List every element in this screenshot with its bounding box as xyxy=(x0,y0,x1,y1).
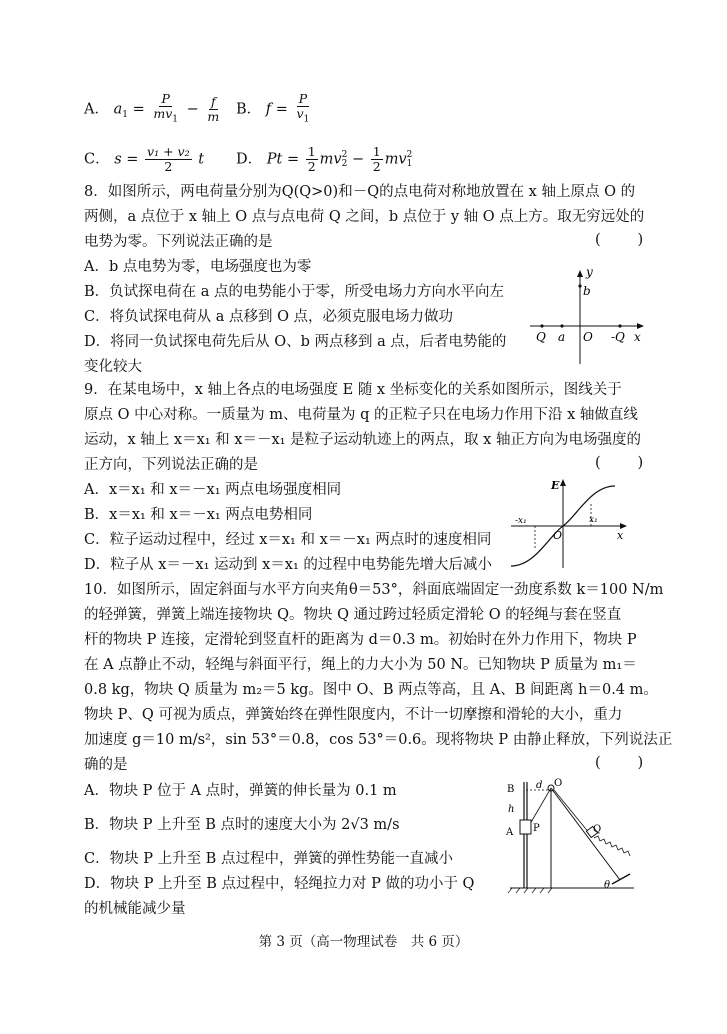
q8-option-c: C．将负试探电荷从 a 点移到 O 点，必须克服电场力做功 xyxy=(84,309,454,325)
q8-answer-bracket: ( ) xyxy=(595,232,644,248)
q10-option-d-line1: D．物块 P 上升至 B 点过程中，轻绳拉力对 P 做的功小于 Q xyxy=(84,876,475,892)
q9-answer-bracket: ( ) xyxy=(595,455,644,471)
q10-stem-line7: 加速度 g＝10 m/s²，sin 53°＝0.8，cos 53°＝0.6。现将物块 P 由静止释放，下列说法正 xyxy=(84,732,673,748)
q9-option-c: C．粒子运动过程中，经过 x＝x₁ 和 x＝－x₁ 两点时的速度相同 xyxy=(84,532,492,548)
q8-point-b-dot xyxy=(578,284,581,287)
q10-label-theta: θ xyxy=(604,880,611,891)
q10-label-b: B xyxy=(507,784,515,795)
q9-label-x: x xyxy=(617,529,624,542)
q8-stem-line1: 8．如图所示，两电荷量分别为Q(Q>0)和－Q的点电荷对称地放置在 x 轴上原点 O 的 xyxy=(84,184,636,200)
q9-label-x1: x₁ xyxy=(589,515,598,525)
q8-option-d-line2: 变化较大 xyxy=(84,359,142,375)
q7-option-c: C． s = $\frac{\text{v₁ + v₂}}{2}$ t xyxy=(84,144,205,174)
q9-option-d: D．粒子从 x＝－x₁ 运动到 x＝x₁ 的过程中电势能先增大后减小 xyxy=(84,557,492,573)
q8-option-d-line1: D．将同一负试探电荷先后从 O、b 两点移到 a 点，后者电势能的 xyxy=(84,334,507,350)
q10-ground-hatch xyxy=(508,888,552,893)
q10-option-c: C．物块 P 上升至 B 点过程中，弹簧的弹性势能一直减小 xyxy=(84,851,453,867)
q8-label-a: a xyxy=(558,330,566,344)
q10-stem-line4: 在 A 点静止不动，轻绳与斜面平行，绳上的力大小为 50 N。已知物块 P 质量为 m₁＝ xyxy=(84,657,637,673)
q10-label-h: h xyxy=(508,804,515,815)
q10-diagram xyxy=(500,778,640,896)
q8-stem-line3: 电势为零。下列说法正确的是 xyxy=(84,234,273,250)
q7-option-b: B． f = $\frac{P}{v_1}$ xyxy=(236,91,310,125)
q10-stem-line2: 的轻弹簧，弹簧上端连接物块 Q。物块 Q 通过跨过轻质定滑轮 O 的轻绳与套在竖直 xyxy=(84,607,622,623)
q7-option-d: D． Pt = $\frac{1}{2}$ mv 2 2 − $\frac{1}{2}$ mv 2 1 xyxy=(236,144,413,174)
q9-diagram xyxy=(505,476,633,572)
q8-label-b: b xyxy=(583,284,591,298)
q8-option-b: B．负试探电荷在 a 点的电势能小于零，所受电场力方向水平向左 xyxy=(84,284,505,300)
q10-label-q: Q xyxy=(593,824,602,835)
q10-incline xyxy=(551,788,620,880)
q10-option-b: B．物块 P 上升至 B 点时的速度大小为 2√3 m/s xyxy=(84,817,400,833)
q9-option-b: B．x＝x₁ 和 x＝－x₁ 两点电势相同 xyxy=(84,507,313,523)
q8-option-a: A．b 点电势为零，电场强度也为零 xyxy=(84,259,312,275)
q10-stem-line1: 10．如图所示，固定斜面与水平方向夹角θ＝53°，斜面底端固定一劲度系数 k＝100 N/m xyxy=(84,582,664,598)
q9-stem-line4: 正方向，下列说法正确的是 xyxy=(84,457,258,473)
q8-label-o: O xyxy=(583,330,593,344)
q10-label-o: O xyxy=(554,778,563,789)
q8-x-arrow xyxy=(637,323,644,329)
page-footer: 第 3 页（高一物理试卷 共 6 页） xyxy=(258,934,469,950)
q10-stem-line6: 物块 P、Q 可视为质点，弹簧始终在弹性限度内，不计一切摩擦和滑轮的大小，重力 xyxy=(84,707,623,723)
q9-label-e: E xyxy=(551,479,560,492)
q10-answer-bracket: ( ) xyxy=(595,755,644,771)
q10-option-d-line2: 的机械能减少量 xyxy=(84,901,186,917)
q9-stem-line2: 原点 O 中心对称。一质量为 m、电荷量为 q 的正粒子只在电场力作用下沿 x 轴做直线 xyxy=(84,407,638,423)
q8-label-y: y xyxy=(586,266,593,279)
q8-diagram xyxy=(530,266,650,366)
q8-stem-line2: 两侧，a 点位于 x 轴上 O 点与点电荷 Q 之间，b 点位于 y 轴 O 点上方。取无穷远处的 xyxy=(84,209,645,225)
q8-label-negq: -Q xyxy=(611,330,625,344)
q7-option-a: A． $a_1$ = $\frac{P}{mv_1}$ − $\frac{f}{m}$ xyxy=(84,91,220,125)
q8-label-x: x xyxy=(634,330,641,344)
q10-stem-line5: 0.8 kg，物块 Q 质量为 m₂＝5 kg。图中 O、B 两点等高，且 A、B 间距离 h＝0.4 m。 xyxy=(84,682,658,698)
q9-stem-line1: 9．在某电场中，x 轴上各点的电场强度 E 随 x 坐标变化的关系如图所示，图线关于 xyxy=(84,382,622,398)
q9-e-arrow xyxy=(560,479,566,486)
q9-stem-line3: 运动，x 轴上 x＝x₁ 和 x＝－x₁ 是粒子运动轨迹上的两点，取 x 轴正方向为电场强度的 xyxy=(84,432,641,448)
q8-label-q: Q xyxy=(536,330,546,344)
q10-stem-line3: 杆的物块 P 连接，定滑轮到竖直杆的距离为 d＝0.3 m。初始时在外力作用下，物块 P xyxy=(84,632,637,648)
q10-rope-q xyxy=(554,790,590,834)
q10-rope-p xyxy=(530,788,551,824)
q10-label-p: P xyxy=(533,823,540,834)
q10-block-p xyxy=(520,820,531,834)
q9-label-o: O xyxy=(553,529,563,542)
q10-spring-base xyxy=(612,874,630,884)
q10-stem-line8: 确的是 xyxy=(84,757,128,773)
q8-y-arrow xyxy=(577,270,583,277)
q10-label-d: d xyxy=(536,780,543,791)
q8-charge-q-dot xyxy=(540,324,543,327)
q9-option-a: A．x＝x₁ 和 x＝－x₁ 两点电场强度相同 xyxy=(84,482,342,498)
q10-option-a: A．物块 P 位于 A 点时，弹簧的伸长量为 0.1 m xyxy=(84,783,397,799)
q8-point-a-dot xyxy=(560,324,563,327)
q9-label-negx1: -x₁ xyxy=(515,516,527,526)
q8-charge-negq-dot xyxy=(618,324,621,327)
q10-label-a: A xyxy=(506,827,514,838)
